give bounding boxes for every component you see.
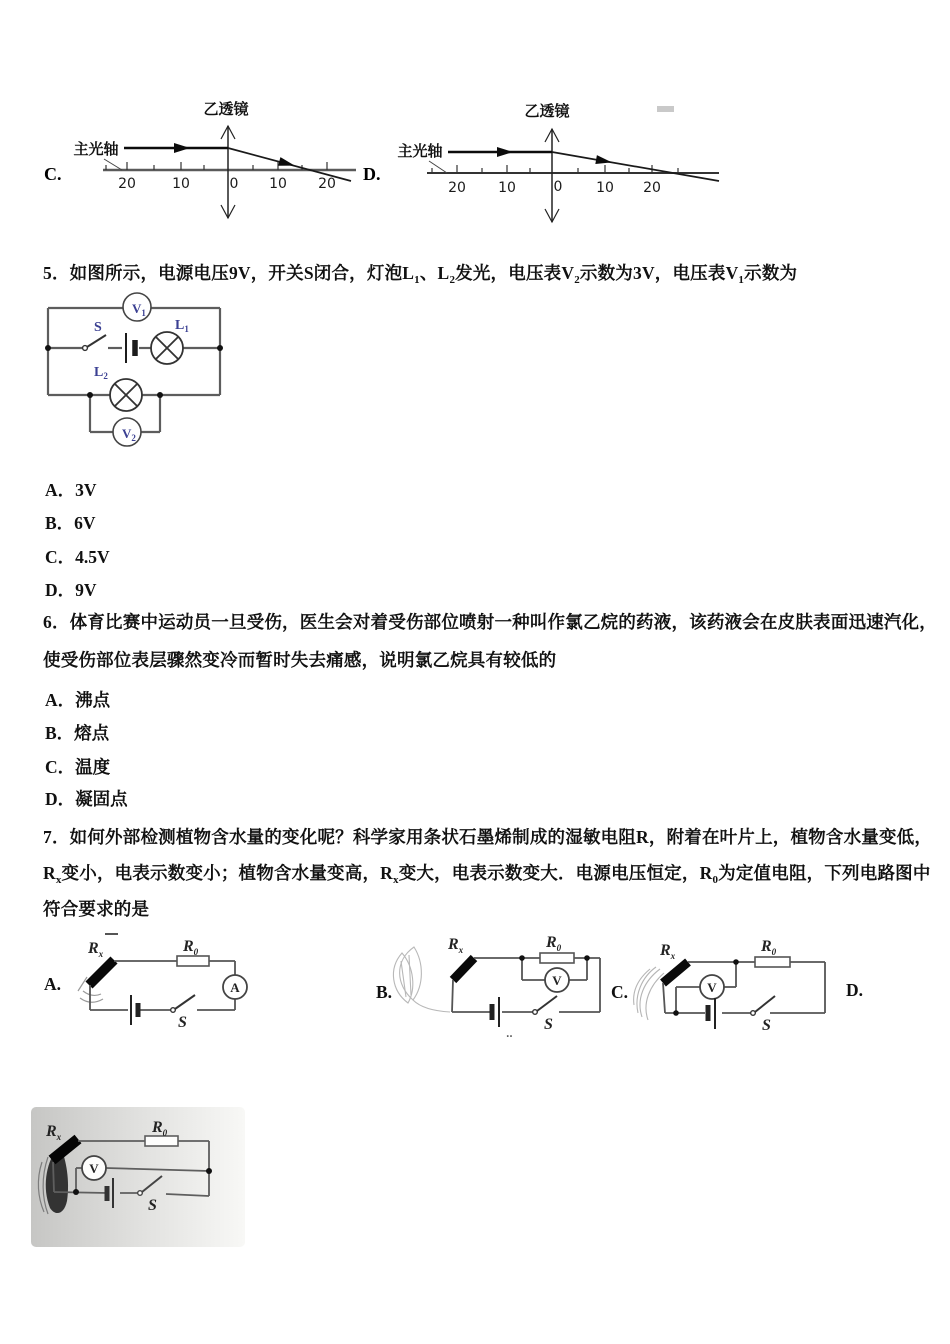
battery-icon (492, 997, 499, 1027)
lamp-l2-label: $L_2$ (94, 365, 108, 381)
voltmeter-v2 (113, 418, 141, 446)
voltmeter-icon (82, 1156, 106, 1180)
leaf-sketch (634, 967, 664, 1020)
q7-option-d-label: D. (846, 980, 864, 1000)
q7-option-a-label: A. (44, 974, 62, 994)
svg-text:10: 10 (269, 176, 287, 192)
refracted-ray (228, 148, 351, 181)
lens-option-d-label: D. (363, 164, 381, 184)
question-5-text (43, 261, 797, 285)
q7-seg: R (43, 863, 56, 883)
svg-text:20: 20 (118, 176, 136, 192)
svg-text:10: 10 (596, 180, 614, 196)
axis-label: 主光轴 (397, 143, 443, 160)
svg-text:R0: $R_0$ (183, 938, 199, 957)
battery-icon (126, 333, 135, 363)
q5-seg: 、L (419, 263, 450, 283)
lens-title: 乙透镜 (203, 101, 249, 118)
q6-option-a: A．沸点 (45, 690, 111, 710)
rx-label: $R_x$ (46, 1123, 62, 1142)
lamp-l1-label: $L_1$ (175, 318, 189, 334)
svg-text:V: V (552, 973, 562, 988)
graphene-resistor-rx (663, 962, 688, 983)
q5-option-c: C．4.5V (45, 547, 110, 567)
q7-option-c-label: C. (611, 982, 629, 1002)
axis-ticks (432, 165, 678, 173)
rx-label: $R_x$ (660, 942, 676, 961)
switch-label: S (762, 1017, 771, 1034)
voltmeter-icon (545, 968, 569, 992)
svg-text:0: 0 (229, 176, 239, 192)
q5-option-b: B．6V (45, 513, 96, 533)
question-7-text-line1: 7．如何外部检测植物含水量的变化呢？科学家用条状石墨烯制成的湿敏电阻R，附着在叶片上，植物含水量变低， (43, 827, 933, 847)
graphene-resistor-rx (78, 960, 114, 1002)
q6-option-d: D．凝固点 (45, 789, 128, 809)
q6-option-b: B．熔点 (45, 723, 110, 743)
question-6-text-line2: 使受伤部位表层骤然变冷而暂时失去痛感，说明氯乙烷具有较低的 (43, 650, 557, 670)
q5-option-d: D．9V (45, 580, 97, 600)
q7-seg: 为定值电阻，下列电路图中 (718, 863, 931, 883)
svg-text:0: 0 (553, 179, 563, 195)
rx-label: $R_x$ (88, 940, 104, 959)
axis-tick-labels (118, 176, 336, 192)
circuit-wires (663, 962, 825, 1013)
graphene-resistor-rx (453, 958, 474, 980)
q7-seg: 变小，电表示数变小；植物含水量变高，R (61, 863, 393, 883)
svg-text:10: 10 (172, 176, 190, 192)
resistor-r0 (177, 938, 209, 966)
q5-seg: 5．如图所示，电源电压9V，开关S闭合，灯泡L (43, 263, 415, 283)
q5-seg: 示数为 (744, 263, 798, 283)
q5-sub: 2 (449, 274, 456, 286)
q5-sub: 2 (574, 274, 580, 286)
q7-sub: x (55, 874, 62, 886)
ammeter-icon (223, 975, 247, 999)
q5-option-a: A．3V (45, 480, 97, 500)
lens-symbol (221, 126, 235, 218)
q7-circuit-a (35, 925, 345, 1039)
q5-sub: 1 (414, 274, 420, 286)
svg-text:20: 20 (643, 180, 661, 196)
lamp-l1 (151, 332, 183, 364)
scan-artifact-dash (657, 106, 674, 112)
q7-sub: 0 (712, 874, 719, 886)
switch-icon (171, 995, 195, 1012)
q7-circuit-d (28, 1102, 263, 1252)
svg-text:10: 10 (498, 180, 516, 196)
switch-label: S (178, 1014, 187, 1031)
switch-label: S (94, 320, 102, 335)
svg-text:A: A (230, 980, 240, 995)
refracted-ray (552, 152, 719, 181)
axis-label: 主光轴 (73, 141, 119, 158)
incident-ray (124, 143, 228, 153)
question-6-text-line1: 6．体育比赛中运动员一旦受伤，医生会对着受伤部位喷射一种叫作氯乙烷的药液，该药液会在皮肤表面迅速汽化， (43, 612, 937, 632)
svg-text:20: 20 (448, 180, 466, 196)
lens-diagram-c (40, 92, 360, 228)
lens-symbol (545, 129, 559, 222)
resistor-r0 (755, 938, 790, 967)
lamp-l2 (110, 379, 142, 411)
circuit-wires (48, 308, 220, 432)
voltmeter-v1 (123, 293, 151, 321)
lens-title: 乙透镜 (524, 103, 570, 120)
q5-sub: 1 (738, 274, 745, 286)
lens-option-c-label: C. (44, 164, 62, 184)
battery-icon (131, 995, 138, 1025)
q7-circuit-b (368, 925, 610, 1039)
svg-text:R0: $R_0$ (152, 1119, 168, 1138)
svg-text:20: 20 (318, 176, 336, 192)
switch-label: S (544, 1016, 553, 1033)
q5-seg: 示数为3V，电压表V (579, 263, 739, 283)
q7-circuit-c (626, 925, 862, 1039)
incident-ray (448, 147, 552, 157)
svg-text:V: V (89, 1161, 99, 1176)
battery-icon (708, 998, 715, 1029)
q7-sub: x (392, 874, 399, 886)
svg-text:R0: $R_0$ (546, 934, 562, 953)
switch-label: S (148, 1197, 157, 1214)
axis-leader-line (104, 159, 122, 170)
q5-seg: 发光，电压表V (455, 263, 575, 283)
switch-icon (83, 335, 106, 350)
leaf-sketch (393, 947, 450, 1012)
lens-diagram-d (360, 92, 730, 232)
scan-artifact-dots: ‥ (506, 1029, 513, 1040)
resistor-r0 (540, 934, 574, 963)
q6-option-c: C．温度 (45, 757, 111, 777)
svg-text:V: V (707, 980, 717, 995)
switch-icon (533, 996, 557, 1014)
question-7-text-line2 (43, 861, 931, 885)
q5-circuit-diagram (38, 294, 240, 450)
q7-option-b-label: B. (376, 982, 393, 1002)
axis-tick-labels (448, 179, 661, 196)
rx-label: $R_x$ (448, 936, 464, 955)
circuit-wires (452, 958, 600, 1012)
svg-text:V2: $V_2$ (122, 426, 136, 443)
q7-seg: 变大，电表示数变大．电源电压恒定，R (398, 863, 713, 883)
voltmeter-icon (700, 975, 724, 999)
svg-text:R0: $R_0$ (761, 938, 777, 957)
svg-text:V1: $V_1$ (132, 301, 146, 318)
question-7-text-line3: 符合要求的是 (43, 899, 150, 919)
